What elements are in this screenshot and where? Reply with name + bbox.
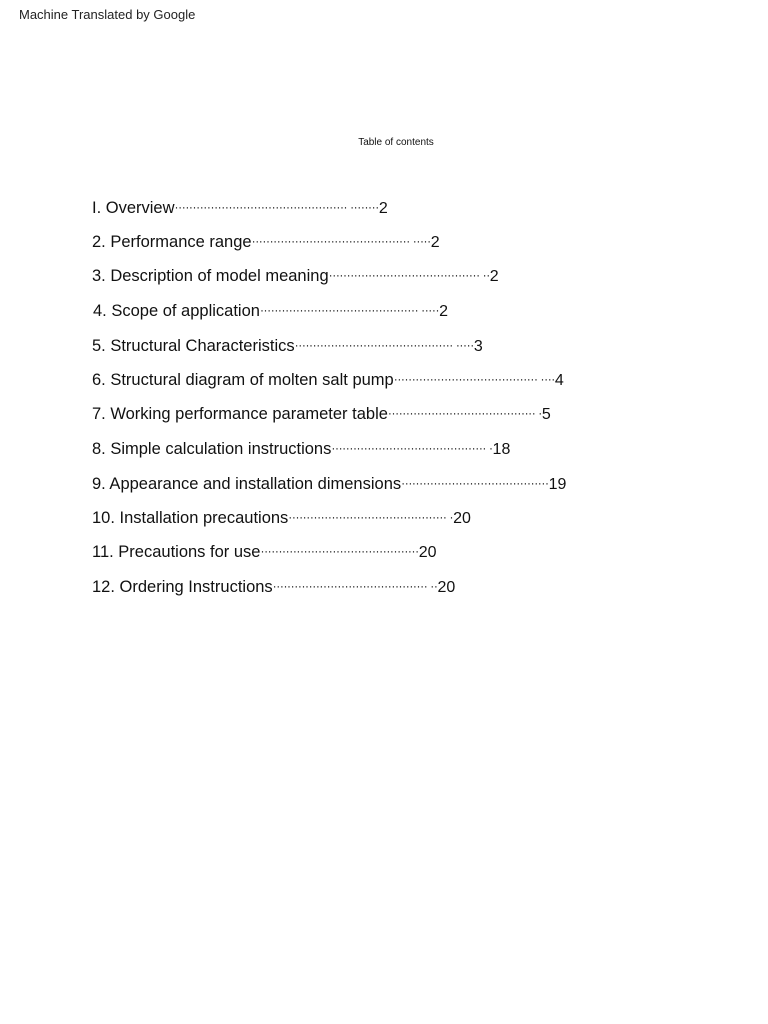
toc-entry-leader: ············································ ····· — [259, 303, 440, 317]
toc-entry-page: 20 — [453, 510, 471, 527]
toc-entry-leader: ··········································· ·· — [272, 579, 438, 593]
toc-entry-label: 9. Appearance and installation dimensions — [92, 475, 402, 493]
toc-entry-precautions-for-use[interactable] — [92, 541, 437, 563]
toc-entry-scope-of-application[interactable] — [93, 300, 448, 322]
toc-entry-label: 7. Working performance parameter table — [92, 405, 388, 423]
toc-entry-installation-precautions[interactable] — [92, 507, 471, 529]
toc-entry-page: 3 — [473, 338, 483, 355]
toc-entry-label: I. Overview — [92, 199, 175, 217]
toc-entry-leader: ············································ — [260, 544, 419, 558]
toc-entry-structural-diagram[interactable] — [92, 369, 564, 391]
machine-translation-watermark: Machine Translated by Google — [19, 7, 196, 22]
toc-entry-leader: ············································ ····· — [251, 234, 431, 248]
toc-entry-leader: ················································ ········ — [174, 200, 379, 214]
toc-entry-page: 2 — [439, 303, 449, 320]
toc-entry-leader: ········································· · — [387, 406, 542, 420]
toc-entry-leader: ·········································· ·· — [328, 268, 490, 282]
toc-entry-label: 8. Simple calculation instructions — [92, 440, 332, 458]
toc-entry-ordering-instructions[interactable] — [92, 576, 455, 598]
toc-entry-label: 4. Scope of application — [93, 302, 260, 320]
toc-entry-page: 19 — [548, 476, 567, 493]
toc-entry-label: 12. Ordering Instructions — [92, 578, 273, 596]
toc-entry-structural-characteristics[interactable] — [92, 335, 483, 357]
toc-entry-model-meaning[interactable] — [92, 265, 499, 287]
toc-entry-leader: ········································· — [401, 476, 549, 490]
toc-entry-label: 3. Description of model meaning — [92, 267, 329, 285]
toc-entry-leader: ··········································· · — [331, 441, 493, 455]
toc-entry-installation-dimensions[interactable] — [92, 473, 566, 495]
toc-entry-leader: ············································ · — [288, 510, 454, 524]
toc-entry-parameter-table[interactable] — [92, 403, 551, 425]
toc-entry-calculation-instructions[interactable] — [92, 438, 510, 460]
toc-entry-leader: ········································ ···· — [393, 372, 555, 386]
toc-entry-page: 2 — [430, 234, 440, 251]
toc-title: Table of contents — [358, 137, 434, 148]
toc-entry-page: 2 — [378, 200, 388, 217]
toc-entry-page: 20 — [418, 544, 437, 561]
toc-entry-label: 6. Structural diagram of molten salt pump — [92, 371, 394, 389]
toc-entry-page: 18 — [492, 441, 511, 458]
toc-entry-page: 5 — [541, 406, 551, 423]
toc-entry-label: 2. Performance range — [92, 233, 252, 251]
toc-entry-label: 10. Installation precautions — [92, 509, 289, 527]
toc-entry-page: 4 — [554, 372, 564, 389]
toc-entry-overview[interactable] — [92, 197, 388, 219]
toc-entry-performance-range[interactable] — [92, 231, 440, 253]
toc-entry-leader: ············································ ····· — [294, 338, 474, 352]
toc-entry-page: 2 — [489, 268, 499, 285]
toc-entry-page: 20 — [437, 579, 456, 596]
toc-entry-label: 5. Structural Characteristics — [92, 337, 295, 355]
toc-entry-label: 11. Precautions for use — [92, 543, 261, 561]
